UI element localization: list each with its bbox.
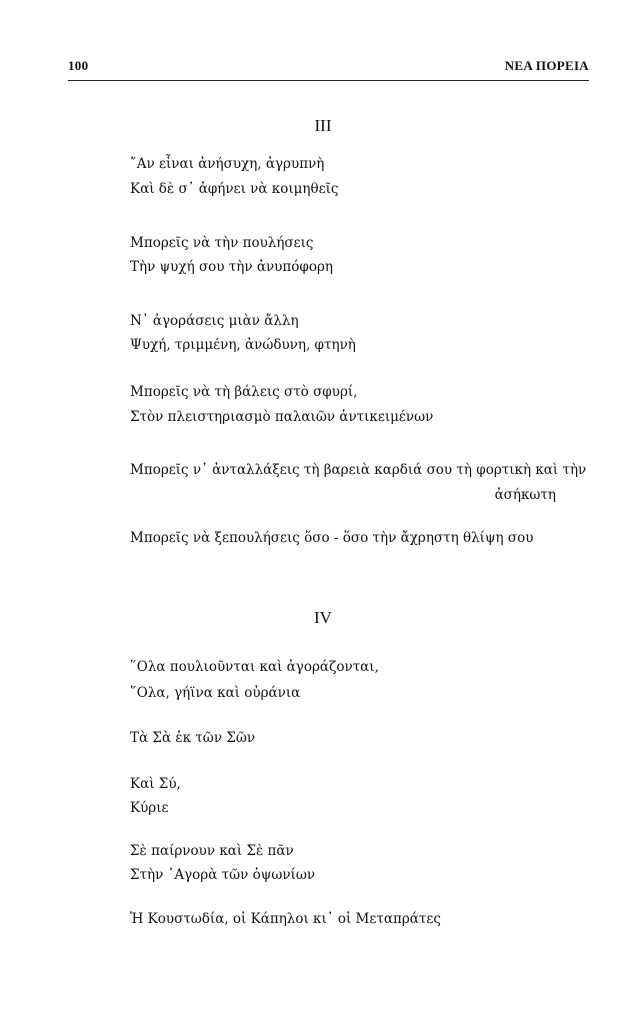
page-number: 100 bbox=[68, 58, 89, 73]
poem-line: Τὰ Σὰ ἐκ τῶν Σῶν bbox=[130, 730, 256, 746]
poem-line: Κύριε bbox=[130, 800, 169, 816]
poem-line: ῞Ολα πουλιοῦνται καὶ ἀγοράζονται, bbox=[130, 659, 379, 675]
running-header bbox=[68, 58, 589, 74]
poem-line: Καὶ Σύ, bbox=[130, 776, 181, 792]
journal-title: ΝΕΑ ΠΟΡΕΙΑ bbox=[504, 58, 589, 73]
poem-line: Σὲ παίρνουν καὶ Σὲ πᾶν bbox=[130, 843, 294, 859]
poem-line: ῞Ολα, γήϊνα καὶ οὐράνια bbox=[130, 685, 301, 701]
poem-line: Μπορεῖς ν᾽ ἀνταλλάξεις τὴ βαρειὰ καρδιά σου τὴ φορτικὴ καὶ τὴν bbox=[130, 462, 587, 478]
poem-line: Καὶ δὲ σ᾽ ἀφήνει νὰ κοιμηθεῖς bbox=[130, 181, 339, 197]
poem-line: ῎Αν εἶναι ἀνήσυχη, ἀγρυπνὴ bbox=[130, 156, 325, 172]
header-rule bbox=[68, 80, 589, 81]
poem-line: Τὴν ψυχή σου τὴν ἀνυπόφορη bbox=[130, 259, 333, 275]
poem-line: Ν᾽ ἀγοράσεις μιὰν ἄλλη bbox=[130, 313, 299, 329]
poem-line: Ἡ Κουστωδία, οἱ Κάπηλοι κι᾽ οἱ Μεταπράτες bbox=[130, 911, 441, 927]
poem-line: Στὸν πλειστηριασμὸ παλαιῶν ἀντικειμένων bbox=[130, 409, 434, 425]
section-numeral-iii: III bbox=[314, 116, 332, 135]
section-numeral-iv: IV bbox=[314, 608, 332, 627]
poem-line: Μπορεῖς νὰ τὴν πουλήσεις bbox=[130, 235, 314, 251]
poem-line-continuation: ἀσήκωτη bbox=[494, 487, 556, 503]
poem-line: Ψυχή, τριμμένη, ἀνώδυνη, φτηνὴ bbox=[130, 337, 356, 353]
poem-line: Μπορεῖς νὰ ξεπουλήσεις ὅσο - ὅσο τὴν ἄχρηστη θλίψη σου bbox=[130, 530, 534, 546]
poem-line: Στὴν ᾽Αγορὰ τῶν ὀψωνίων bbox=[130, 867, 316, 883]
poem-line: Μπορεῖς νὰ τὴ βάλεις στὸ σφυρί, bbox=[130, 384, 358, 400]
